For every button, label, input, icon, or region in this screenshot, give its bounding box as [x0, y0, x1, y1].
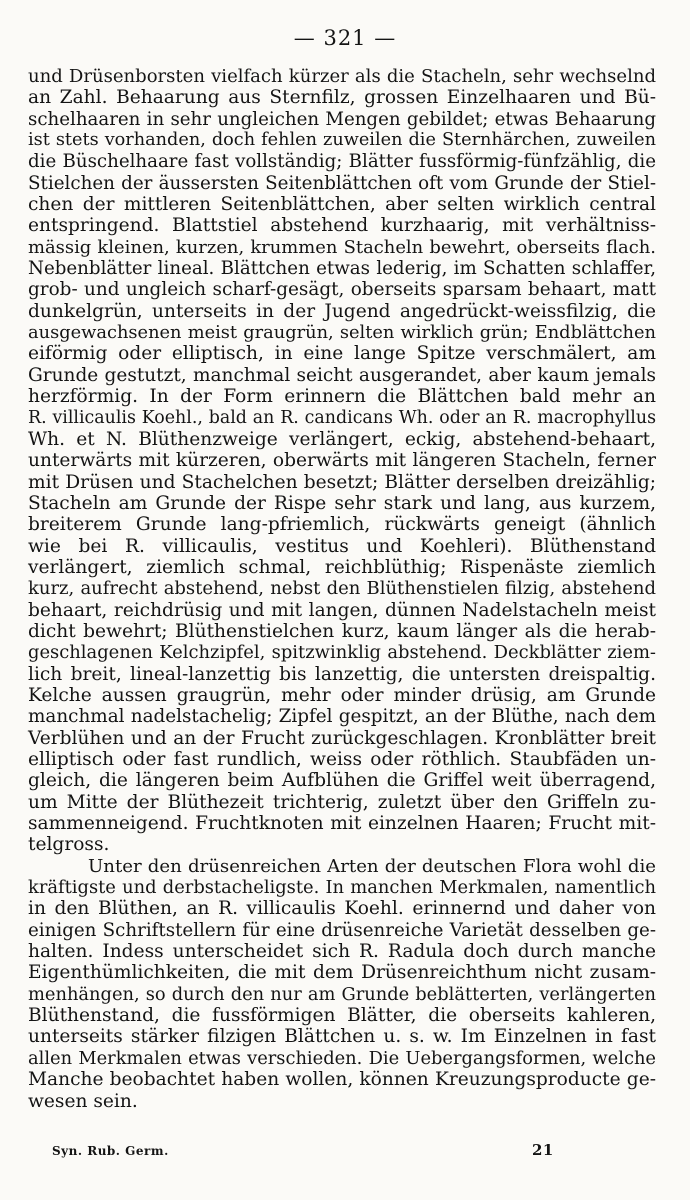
text-line: wie bei R. villicaulis, vestitus und Koehleri). Blüthenstand: [28, 535, 656, 557]
text-line: herzförmig. In der Form erinnern die Blättchen bald mehr an: [28, 386, 656, 408]
text-line: wesen sein.: [28, 1090, 138, 1112]
text-line: in den Blüthen, an R. villicaulis Koehl. erinnernd und daher von: [28, 898, 656, 920]
text-line: allen Merkmalen etwas verschieden. Die Uebergangsformen, welche: [28, 1047, 656, 1069]
sheet-number: 21: [532, 1141, 554, 1159]
text-line: die Büschelhaare fast vollständig; Blätter fussförmig-fünfzählig, die: [28, 151, 656, 173]
text-line: dunkelgrün, unterseits in der Jugend angedrückt-weissfilzig, die: [28, 300, 656, 322]
text-line: sammenneigend. Fruchtknoten mit einzelnen Haaren; Frucht mit-: [28, 813, 656, 835]
text-line: an Zahl. Behaarung aus Sternfilz, grossen Einzelhaaren und Bü-: [28, 87, 656, 109]
text-line: Kelche aussen graugrün, mehr oder minder drüsig, am Grunde: [28, 684, 656, 706]
text-line: und Drüsenborsten vielfach kürzer als die Stacheln, sehr wechselnd: [28, 66, 656, 87]
text-line: breiterem Grunde lang-pfriemlich, rückwärts geneigt (ähnlich: [28, 514, 656, 536]
text-line: Grunde gestutzt, manchmal seicht ausgerandet, aber kaum jemals: [28, 364, 656, 386]
text-line: kräftigste und derbstacheligste. In manchen Merkmalen, namentlich: [28, 877, 656, 899]
text-line: Wh. et N. Blüthenzweige verlängert, eckig, abstehend-behaart,: [28, 428, 656, 450]
text-line: chen der mittleren Seitenblättchen, aber selten wirklich central: [28, 194, 656, 216]
text-line: Nebenblätter lineal. Blättchen etwas lederig, im Schatten schlaffer,: [28, 258, 656, 280]
text-line: R. villicaulis Koehl., bald an R. candicans Wh. oder an R. macrophyllus: [28, 407, 656, 428]
text-line: geschlagenen Kelchzipfel, spitzwinklig abstehend. Deckblätter ziem-: [28, 642, 656, 664]
text-line: gleich, die längeren beim Aufblühen die Griffel weit überragend,: [28, 770, 656, 792]
text-line: manchmal nadelstachelig; Zipfel gespitzt, an der Blüthe, nach dem: [28, 706, 656, 728]
text-line: eiförmig oder elliptisch, in eine lange Spitze verschmälert, am: [28, 343, 656, 365]
text-line: verlängert, ziemlich schmal, reichblüthig; Rispenäste ziemlich: [28, 556, 656, 578]
text-line: dicht bewehrt; Blüthenstielchen kurz, kaum länger als die herab-: [28, 620, 656, 642]
text-line: Verblühen und an der Frucht zurückgeschlagen. Kronblätter breit: [28, 727, 656, 749]
text-line: halten. Indess unterscheidet sich R. Radula doch durch manche: [28, 941, 656, 963]
text-line: Stacheln am Grunde der Rispe sehr stark und lang, aus kurzem,: [28, 492, 656, 514]
text-line: unterseits stärker filzigen Blättchen u. s. w. Im Einzelnen in fast: [28, 1026, 656, 1048]
text-line: Blüthenstand, die fussförmigen Blätter, die oberseits kahleren,: [28, 1005, 656, 1027]
text-line: entspringend. Blattstiel abstehend kurzhaarig, mit verhältniss-: [28, 215, 656, 237]
text-line: Unter den drüsenreichen Arten der deutschen Flora wohl die: [88, 855, 656, 877]
text-line: um Mitte der Blüthezeit trichterig, zuletzt über den Griffeln zu-: [28, 791, 656, 813]
body-text: [28, 66, 656, 1112]
text-line: lich breit, lineal-lanzettig bis lanzettig, die untersten dreispaltig.: [28, 663, 656, 685]
page-number-header: — 321 —: [293, 26, 397, 50]
signature-mark: Syn. Rub. Germ.: [52, 1144, 169, 1158]
text-line: einigen Schriftstellern für eine drüsenreiche Varietät desselben ge-: [28, 919, 656, 941]
text-line: kurz, aufrecht abstehend, nebst den Blüthenstielen filzig, abstehend: [28, 578, 656, 600]
text-line: behaart, reichdrüsig und mit langen, dünnen Nadelstacheln meist: [28, 599, 656, 621]
text-line: schelhaaren in sehr ungleichen Mengen gebildet; etwas Behaarung: [28, 108, 656, 130]
text-line: elliptisch oder fast rundlich, weiss oder röthlich. Staubfäden un-: [28, 749, 656, 770]
text-line: telgross.: [28, 834, 110, 856]
text-line: Stielchen der äussersten Seitenblättchen oft vom Grunde der Stiel-: [28, 172, 656, 194]
text-line: mässig kleinen, kurzen, krummen Stacheln bewehrt, oberseits flach.: [28, 236, 656, 258]
text-line: Manche beobachtet haben wollen, können Kreuzungsproducte ge-: [28, 1069, 656, 1091]
text-line: unterwärts mit kürzeren, oberwärts mit längeren Stacheln, ferner: [28, 450, 656, 472]
text-line: Eigenthümlichkeiten, die mit dem Drüsenreichthum nicht zusam-: [28, 962, 656, 984]
text-line: grob- und ungleich scharf-gesägt, oberseits sparsam behaart, matt: [28, 279, 656, 301]
text-line: ist stets vorhanden, doch fehlen zuweilen die Sternhärchen, zuweilen: [28, 130, 656, 151]
text-line: ausgewachsenen meist graugrün, selten wirklich grün; Endblättchen: [28, 322, 656, 344]
text-line: mit Drüsen und Stachelchen besetzt; Blätter derselben dreizählig;: [28, 471, 656, 493]
text-line: menhängen, so durch den nur am Grunde beblätterten, verlängerten: [28, 983, 656, 1005]
